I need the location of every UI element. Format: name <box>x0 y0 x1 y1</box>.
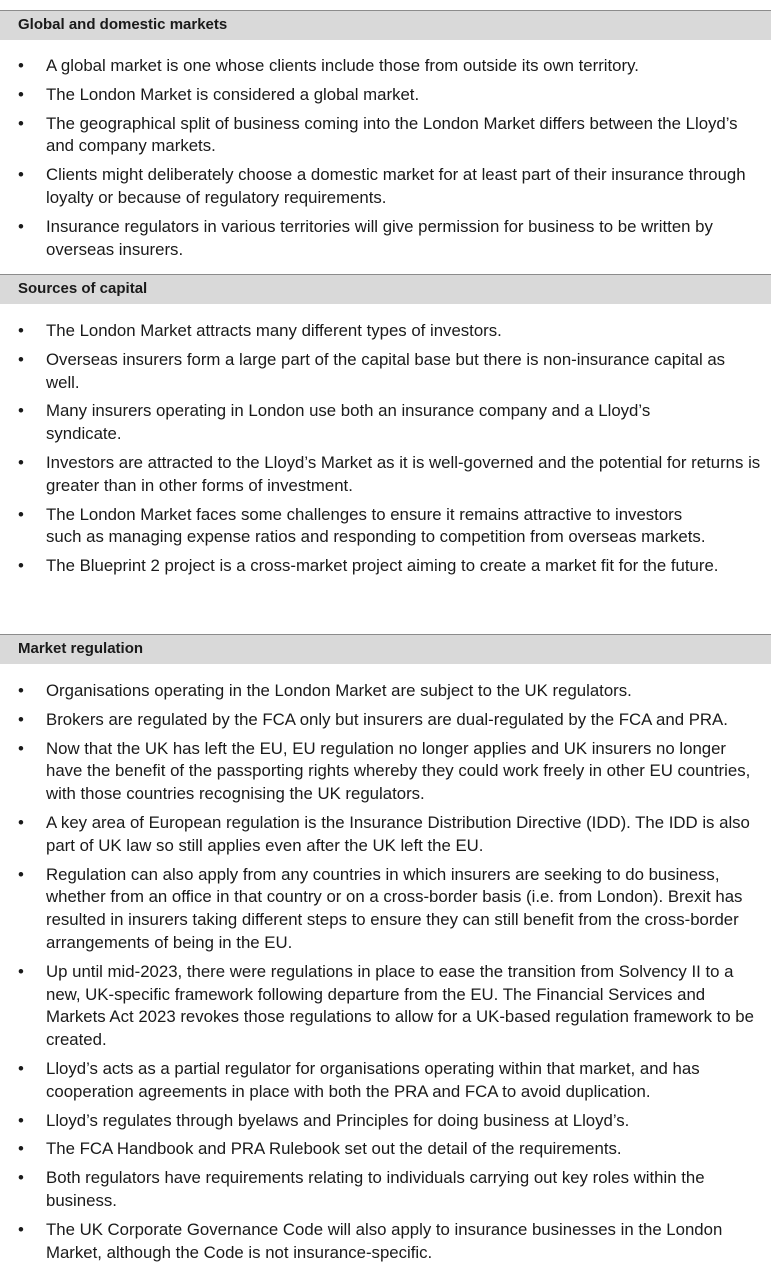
list-item <box>0 1167 771 1213</box>
bullet-icon: • <box>18 709 24 729</box>
bullet-icon: • <box>18 864 24 884</box>
list-item <box>0 555 771 578</box>
list-item-text: Overseas insurers form a large part of the capital base but there is non-insurance capital as well. <box>46 349 726 392</box>
bullet-list <box>0 55 771 267</box>
bullet-icon: • <box>18 349 24 369</box>
list-item-text: Now that the UK has left the EU, EU regulation no longer applies and UK insurers no longer have the benefit of the passporting rights whereby they could work freely in other EU countries, with those countries recognising the UK regulators. <box>46 738 751 804</box>
list-item-text: Brokers are regulated by the FCA only but insurers are dual-regulated by the FCA and PRA. <box>46 709 728 729</box>
list-item <box>0 812 771 858</box>
list-item-text: The FCA Handbook and PRA Rulebook set out the detail of the requirements. <box>46 1139 622 1159</box>
section-title: Market regulation <box>18 640 144 657</box>
list-item-text: Lloyd’s acts as a partial regulator for organisations operating within that market, and has cooperation agreements in place with both the PRA and FCA to avoid duplication. <box>46 1058 700 1101</box>
section-title: Sources of capital <box>18 280 148 297</box>
bullet-icon: • <box>18 56 24 75</box>
list-item-text: The London Market faces some challenges to ensure it remains attractive to investors such as managing expense ratios and responding to competition from overseas markets. <box>46 504 706 547</box>
list-item <box>0 1110 771 1133</box>
list-item-text: The geographical split of business coming into the London Market differs between the Lloyd’s and company markets. <box>46 113 738 156</box>
list-item-text: A key area of European regulation is the Insurance Distribution Directive (IDD). The IDD is also part of UK law so still applies even after the UK left the EU. <box>46 812 750 855</box>
bullet-icon: • <box>18 452 24 472</box>
list-item <box>0 864 771 955</box>
bullet-icon: • <box>18 1219 24 1239</box>
bullet-icon: • <box>18 1139 24 1159</box>
list-item-text: Up until mid-2023, there were regulations in place to ease the transition from Solvency II to a new, UK-specific framework following departure from the EU. The Financial Services and Markets Act 2023 revokes those regulations to allow for a UK-based regulation framework to be created. <box>46 961 754 1050</box>
section-header <box>0 274 771 304</box>
list-item <box>0 452 771 498</box>
bullet-list <box>0 680 771 1270</box>
list-item-text: Insurance regulators in various territories will give permission for business to be written by overseas insurers. <box>46 216 713 259</box>
bullet-icon: • <box>18 1058 24 1078</box>
bullet-icon: • <box>18 504 24 524</box>
list-item <box>0 1219 771 1265</box>
list-item-text: The UK Corporate Governance Code will also apply to insurance businesses in the London Market, although the Code is not insurance-specific. <box>46 1219 723 1262</box>
bullet-icon: • <box>18 84 24 104</box>
list-item-text: Both regulators have requirements relating to individuals carrying out key roles within the business. <box>46 1168 705 1210</box>
bullet-icon: • <box>18 556 24 576</box>
bullet-icon: • <box>18 961 24 981</box>
list-item-text: The London Market attracts many different types of investors. <box>46 321 502 340</box>
list-item <box>0 349 771 395</box>
list-item <box>0 1138 771 1161</box>
list-item <box>0 164 771 210</box>
list-item <box>0 320 771 343</box>
bullet-icon: • <box>18 812 24 832</box>
list-item <box>0 1058 771 1104</box>
bullet-icon: • <box>18 1110 24 1130</box>
bullet-list <box>0 320 771 584</box>
list-item <box>0 709 771 732</box>
list-item <box>0 400 771 446</box>
list-item-text: The London Market is considered a global market. <box>46 84 420 104</box>
bullet-icon: • <box>18 401 24 421</box>
bullet-icon: • <box>18 1168 24 1188</box>
list-item <box>0 961 771 1052</box>
list-item-text: The Blueprint 2 project is a cross-market project aiming to create a market fit for the future. <box>46 556 719 576</box>
section-header <box>0 634 771 664</box>
list-item <box>0 738 771 806</box>
list-item-text: Regulation can also apply from any countries in which insurers are seeking to do business, whether from an office in that country or on a cross-border basis (i.e. from London). Brexit has resulted in insurers taking different steps to ensure they can still benefit from the cross-border arrangements of being in the EU. <box>46 864 743 952</box>
list-item <box>0 216 771 262</box>
bullet-icon: • <box>18 321 24 340</box>
section-title: Global and domestic markets <box>18 16 228 33</box>
list-item-text: Investors are attracted to the Lloyd’s Market as it is well-governed and the potential for returns is greater than in other forms of investment. <box>46 452 761 495</box>
list-item-text: Lloyd’s regulates through byelaws and Principles for doing business at Lloyd’s. <box>46 1110 630 1130</box>
list-item-text: A global market is one whose clients include those from outside its own territory. <box>46 56 639 75</box>
list-item-text: Organisations operating in the London Market are subject to the UK regulators. <box>46 681 632 700</box>
list-item-text: Many insurers operating in London use both an insurance company and a Lloyd’s syndicate. <box>46 401 651 444</box>
bullet-icon: • <box>18 681 24 700</box>
bullet-icon: • <box>18 738 24 758</box>
list-item <box>0 113 771 159</box>
list-item <box>0 504 771 550</box>
list-item <box>0 55 771 78</box>
list-item-text: Clients might deliberately choose a domestic market for at least part of their insurance through loyalty or because of regulatory requirements. <box>46 165 746 207</box>
bullet-icon: • <box>18 165 24 185</box>
bullet-icon: • <box>18 216 24 236</box>
bullet-icon: • <box>18 113 24 133</box>
list-item <box>0 680 771 703</box>
section-header <box>0 10 771 40</box>
list-item <box>0 84 771 107</box>
